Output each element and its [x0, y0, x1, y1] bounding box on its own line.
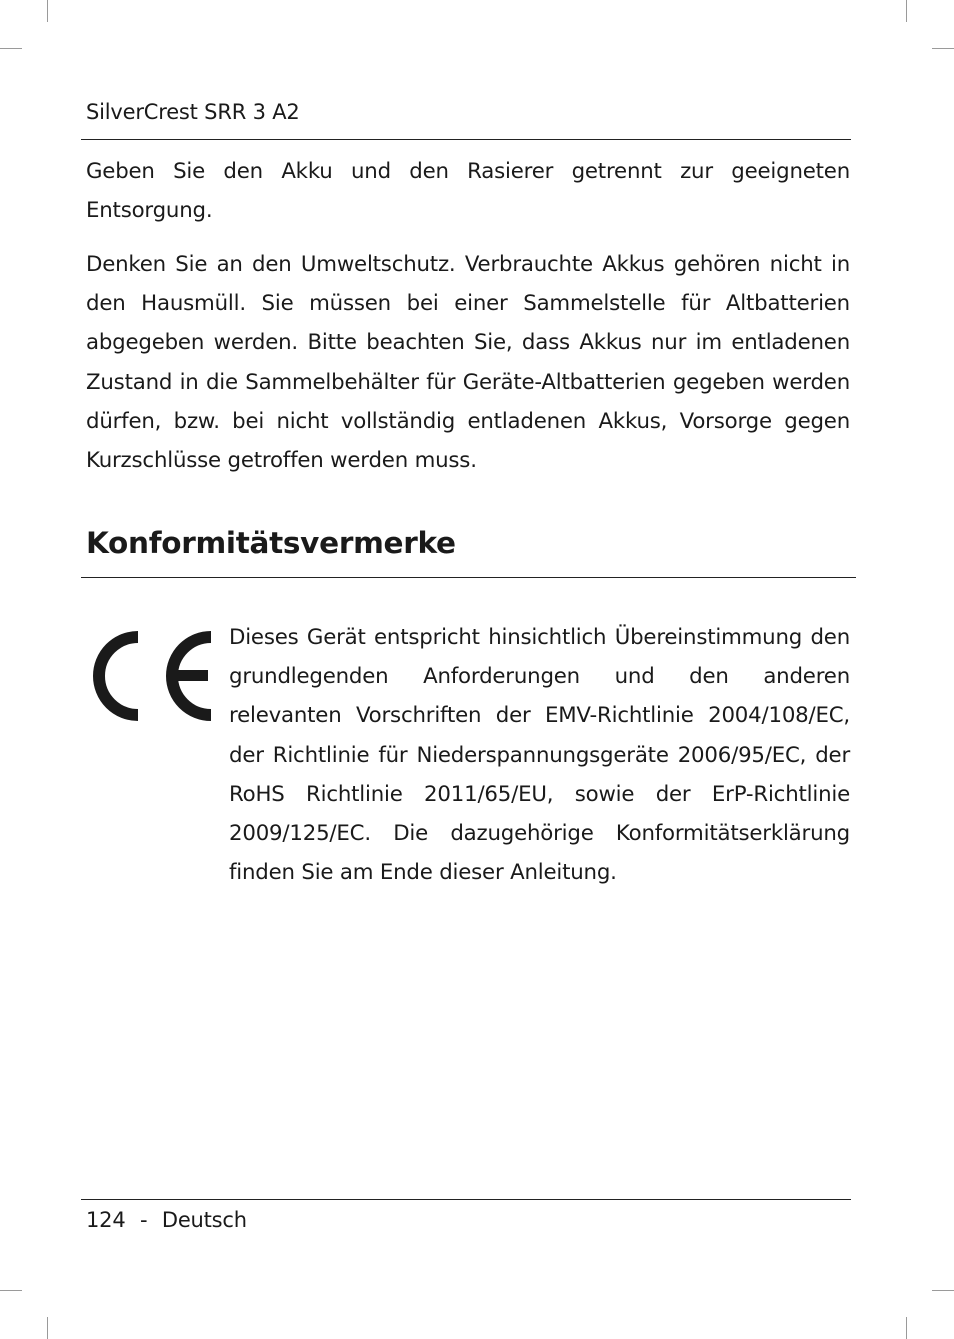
crop-mark [906, 0, 907, 22]
conformity-text: Dieses Gerät entspricht hinsichtlich Übereinstimmung den grundlegenden Anforderungen und den anderen relevanten Vorschriften der EMV-Richtlinie 2004/108/EC, der Richtlinie für Niederspannungsgeräte 2006/95/EC, der RoHS Richtlinie 2011/65/EU, sowie der ErP-Richtlinie 2009/125/EC. Die dazugehörige Konformitätserklärung finden Sie am Ende dieser Anleitung. [229, 625, 850, 886]
header-rule [81, 139, 851, 140]
section-heading: Konformitätsvermerke [86, 526, 456, 560]
page-footer [86, 1208, 247, 1232]
ce-mark-icon [90, 630, 216, 722]
footer-separator: - [139, 1208, 148, 1232]
crop-mark [932, 1290, 954, 1291]
crop-mark [932, 48, 954, 49]
crop-mark [47, 1317, 48, 1339]
footer-rule [81, 1199, 851, 1200]
paragraph-disposal: Geben Sie den Akku und den Rasierer getrennt zur geeigneten Entsorgung. [86, 159, 850, 224]
crop-mark [47, 0, 48, 22]
crop-mark [0, 1290, 22, 1291]
page-header-title: SilverCrest SRR 3 A2 [86, 100, 300, 124]
section-heading-rule [81, 577, 856, 578]
crop-mark [0, 48, 22, 49]
paragraph-environment: Denken Sie an den Umweltschutz. Verbrauchte Akkus gehören nicht in den Hausmüll. Sie müssen bei einer Sammelstelle für Altbatterien abgegeben werden. Bitte beachten Sie, dass Akkus nur im entladenen Zustand in die Sammelbehälter für Geräte-Altbatterien gegeben werden dürfen, bzw. bei nicht vollständig entladenen Akkus, Vorsorge gegen Kurzschlüsse getroffen werden muss. [86, 252, 850, 474]
page-number: 124 [86, 1208, 126, 1232]
footer-language: Deutsch [161, 1208, 247, 1232]
crop-mark [906, 1317, 907, 1339]
